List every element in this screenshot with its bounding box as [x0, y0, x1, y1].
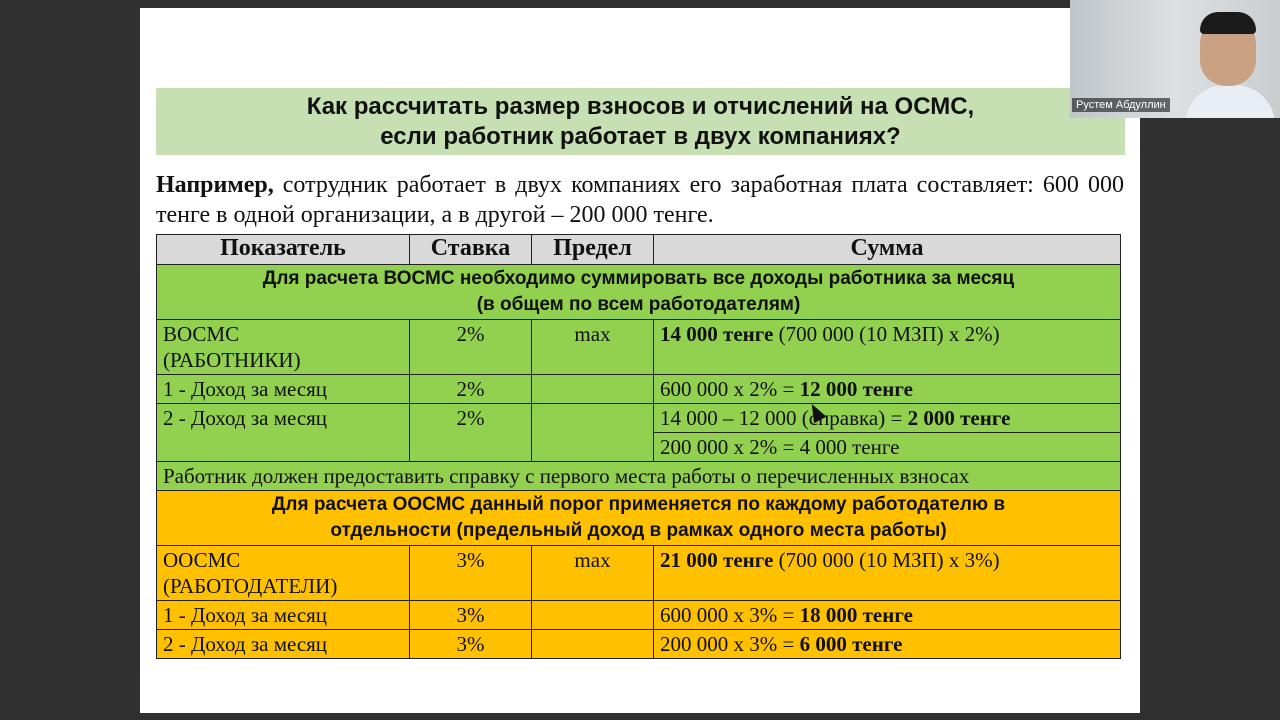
note-row: Работник должен предоставить справку с первого места работы о перечисленных взносах: [157, 462, 1121, 491]
vosms-label-1: ВОСМС: [163, 322, 240, 346]
vosms-sum-rest: (700 000 (10 МЗП) х 2%): [773, 322, 1000, 346]
table-row: [157, 320, 1121, 375]
presenter-hair: [1200, 12, 1256, 34]
webcam-video-tile[interactable]: [1070, 0, 1280, 118]
oosms-label-2: (РАБОТОДАТЕЛИ): [163, 574, 338, 598]
vosms-row1-label: 1 - Доход за месяц: [157, 375, 410, 404]
intro-text: сотрудник работает в двух компаниях его заработная плата составляет: 600 000 тенге в одной организации, а в другой – 200 000 тенге.: [156, 172, 1124, 228]
title-line-1: Как рассчитать размер взносов и отчислений на ОСМС,: [306, 92, 975, 120]
oosms-row1-label: 1 - Доход за месяц: [157, 601, 410, 630]
vosms-header-line-2: (в общем по всем работодателям): [476, 294, 801, 315]
vosms-row2-label: 2 - Доход за месяц: [157, 404, 410, 462]
oosms-header-line-2: отдельности (предельный доход в рамках одного места работы): [330, 520, 947, 541]
vosms-sum: [654, 320, 1121, 375]
vosms-header-line-1: Для расчета ВОСМС необходимо суммировать все доходы работника за месяц: [262, 268, 1015, 289]
slide-title: [156, 88, 1125, 155]
header-limit: Предел: [532, 235, 654, 265]
table-row: [157, 601, 1121, 630]
vosms-row1-sum-bold: 12 000 тенге: [799, 377, 913, 401]
oosms-row1-limit: [532, 601, 654, 630]
calculation-table: [156, 234, 1121, 659]
oosms-sum-rest: (700 000 (10 МЗП) х 3%): [773, 548, 1000, 572]
oosms-rate: 3%: [410, 546, 532, 601]
vosms-section-header: [157, 265, 1121, 320]
oosms-row1-sum-pre: 600 000 х 3% =: [660, 603, 800, 627]
vosms-rate: 2%: [410, 320, 532, 375]
oosms-limit: max: [532, 546, 654, 601]
table-row: [157, 462, 1121, 491]
vosms-row2-sum2: 200 000 х 2% = 4 000 тенге: [654, 433, 1121, 462]
oosms-row2-sum: [654, 630, 1121, 659]
oosms-header-line-1: Для расчета ООСМС данный порог применяется по каждому работодателю в: [271, 494, 1006, 515]
title-line-2: если работник работает в двух компаниях?: [380, 122, 901, 150]
oosms-row2-limit: [532, 630, 654, 659]
vosms-row2-sum: [654, 404, 1121, 433]
oosms-label-1: ООСМС: [163, 548, 241, 572]
table-header-row: [157, 235, 1121, 265]
vosms-row1-sum-pre: 600 000 х 2% =: [660, 377, 800, 401]
vosms-row2-limit: [532, 404, 654, 462]
table-row: [157, 375, 1121, 404]
vosms-label-2: (РАБОТНИКИ): [163, 348, 301, 372]
oosms-sum-bold: 21 000 тенге: [660, 548, 774, 572]
oosms-row2-sum-bold: 6 000 тенге: [799, 632, 903, 656]
oosms-row2-sum-pre: 200 000 х 3% =: [660, 632, 800, 656]
intro-paragraph: [156, 170, 1124, 230]
header-indicator: Показатель: [157, 235, 410, 265]
oosms-row1-sum-bold: 18 000 тенге: [799, 603, 913, 627]
vosms-row1-rate: 2%: [410, 375, 532, 404]
oosms-row1-sum: [654, 601, 1121, 630]
table-row: [157, 404, 1121, 433]
vosms-limit: max: [532, 320, 654, 375]
oosms-row2-rate: 3%: [410, 630, 532, 659]
presentation-slide: [140, 8, 1140, 713]
vosms-row1-limit: [532, 375, 654, 404]
oosms-section-header: [157, 491, 1121, 546]
table-row: [157, 630, 1121, 659]
oosms-row2-label: 2 - Доход за месяц: [157, 630, 410, 659]
intro-bold: Например,: [156, 172, 274, 198]
header-rate: Ставка: [410, 235, 532, 265]
vosms-row2-rate: 2%: [410, 404, 532, 462]
participant-name-label: Рустем Абдуллин: [1072, 98, 1170, 112]
header-sum: Сумма: [654, 235, 1121, 265]
vosms-row1-sum: [654, 375, 1121, 404]
vosms-row2-sum-pre: 14 000 – 12 000 (справка) =: [660, 406, 908, 430]
vosms-row2-sum-bold: 2 000 тенге: [907, 406, 1011, 430]
oosms-sum: [654, 546, 1121, 601]
oosms-label: [157, 546, 410, 601]
vosms-sum-bold: 14 000 тенге: [660, 322, 774, 346]
oosms-row1-rate: 3%: [410, 601, 532, 630]
table-row: [157, 546, 1121, 601]
vosms-label: [157, 320, 410, 375]
